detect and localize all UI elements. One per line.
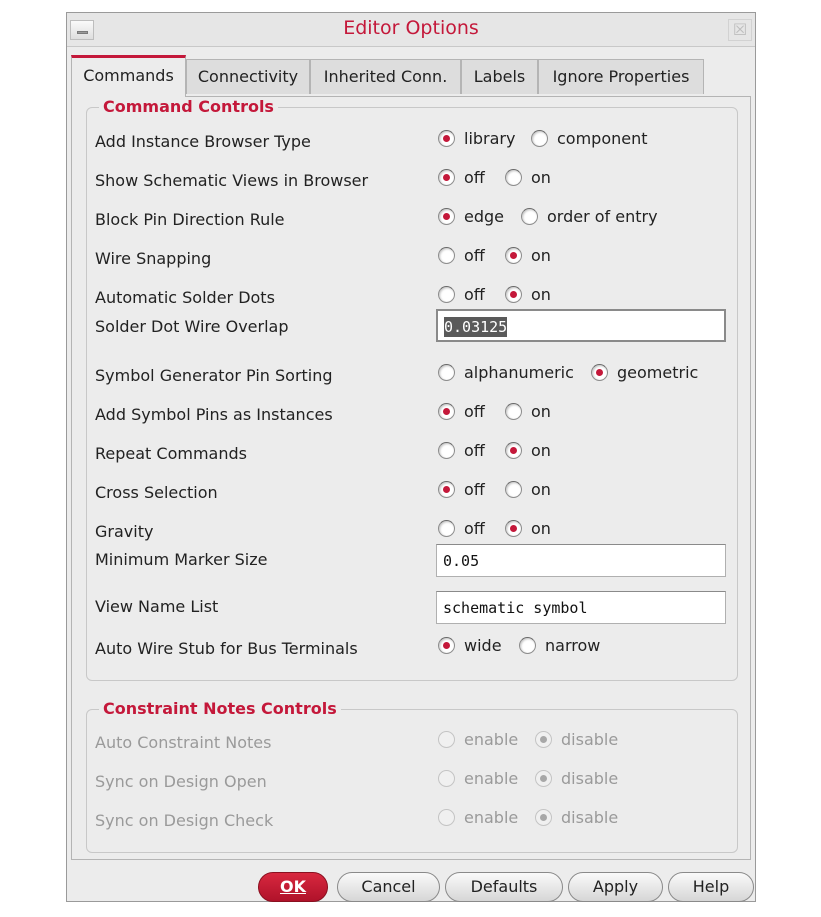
help-button[interactable]: Help bbox=[668, 872, 754, 902]
radio-dot bbox=[505, 247, 522, 264]
dialog-title: Editor Options bbox=[343, 17, 479, 39]
show-schematic-views-off-radio[interactable] bbox=[438, 168, 485, 187]
button-bar bbox=[67, 869, 755, 903]
radio-label: on bbox=[531, 519, 551, 538]
solder-dot-wire-overlap-label: Solder Dot Wire Overlap bbox=[95, 317, 289, 336]
auto-constraint-notes-disable-radio bbox=[535, 730, 618, 749]
constraint-notes-legend: Constraint Notes Controls bbox=[99, 699, 341, 718]
radio-label: on bbox=[531, 402, 551, 421]
sync-on-design-check-label: Sync on Design Check bbox=[95, 811, 274, 830]
show-schematic-views-label: Show Schematic Views in Browser bbox=[95, 171, 369, 190]
radio-dot bbox=[438, 520, 455, 537]
tab-commands[interactable]: Commands bbox=[71, 55, 186, 97]
radio-dot bbox=[535, 809, 552, 826]
add-symbol-pins-off-radio[interactable] bbox=[438, 402, 485, 421]
radio-dot bbox=[438, 130, 455, 147]
radio-label: enable bbox=[464, 769, 519, 788]
auto-wire-stub-narrow-radio[interactable] bbox=[519, 636, 600, 655]
radio-label: on bbox=[531, 285, 551, 304]
radio-dot bbox=[438, 169, 455, 186]
radio-dot bbox=[505, 286, 522, 303]
solder-dot-wire-overlap-value: 0.03125 bbox=[444, 318, 508, 336]
add-symbol-pins-label: Add Symbol Pins as Instances bbox=[95, 405, 333, 424]
auto-constraint-notes-label: Auto Constraint Notes bbox=[95, 733, 272, 752]
repeat-commands-off-radio[interactable] bbox=[438, 441, 485, 460]
automatic-solder-dots-label: Automatic Solder Dots bbox=[95, 288, 275, 307]
block-pin-direction-order-radio[interactable] bbox=[521, 207, 658, 226]
radio-label: enable bbox=[464, 730, 519, 749]
cross-selection-on-radio[interactable] bbox=[505, 480, 551, 499]
automatic-solder-dots-off-radio[interactable] bbox=[438, 285, 485, 304]
radio-label: off bbox=[464, 441, 485, 460]
radio-label: order of entry bbox=[547, 207, 658, 226]
radio-dot bbox=[438, 247, 455, 264]
radio-label: alphanumeric bbox=[464, 363, 574, 382]
radio-label: disable bbox=[561, 730, 619, 749]
symbol-generator-pin-sorting-label: Symbol Generator Pin Sorting bbox=[95, 366, 333, 385]
radio-dot bbox=[438, 286, 455, 303]
radio-dot bbox=[505, 520, 522, 537]
radio-dot bbox=[505, 403, 522, 420]
radio-label: off bbox=[464, 246, 485, 265]
radio-label: off bbox=[464, 168, 485, 187]
repeat-commands-on-radio[interactable] bbox=[505, 441, 551, 460]
view-name-list-field[interactable]: schematic symbol bbox=[436, 591, 726, 624]
auto-constraint-notes-enable-radio bbox=[438, 730, 518, 749]
add-symbol-pins-on-radio[interactable] bbox=[505, 402, 551, 421]
radio-dot bbox=[438, 481, 455, 498]
tab-labels[interactable]: Labels bbox=[461, 59, 538, 94]
sync-on-design-check-disable-radio bbox=[535, 808, 618, 827]
command-controls-legend: Command Controls bbox=[99, 97, 278, 116]
auto-wire-stub-wide-radio[interactable] bbox=[438, 636, 502, 655]
radio-label: on bbox=[531, 168, 551, 187]
title-bar bbox=[67, 13, 755, 47]
radio-dot bbox=[438, 364, 455, 381]
radio-dot bbox=[531, 130, 548, 147]
radio-label: on bbox=[531, 480, 551, 499]
view-name-list-label: View Name List bbox=[95, 597, 219, 616]
show-schematic-views-on-radio[interactable] bbox=[505, 168, 551, 187]
radio-label: disable bbox=[561, 769, 619, 788]
radio-dot bbox=[505, 481, 522, 498]
cancel-button[interactable]: Cancel bbox=[337, 872, 440, 902]
pin-sorting-alphanumeric-radio[interactable] bbox=[438, 363, 574, 382]
radio-label: on bbox=[531, 441, 551, 460]
radio-dot bbox=[521, 208, 538, 225]
tab-ignore-properties[interactable]: Ignore Properties bbox=[538, 59, 704, 94]
solder-dot-wire-overlap-field[interactable] bbox=[436, 309, 726, 342]
gravity-label: Gravity bbox=[95, 522, 154, 541]
wire-snapping-off-radio[interactable] bbox=[438, 246, 485, 265]
radio-label: disable bbox=[561, 808, 619, 827]
radio-dot bbox=[505, 442, 522, 459]
wire-snapping-label: Wire Snapping bbox=[95, 249, 212, 268]
radio-label: wide bbox=[464, 636, 502, 655]
minimum-marker-size-label: Minimum Marker Size bbox=[95, 550, 268, 569]
radio-label: on bbox=[531, 246, 551, 265]
radio-label: off bbox=[464, 480, 485, 499]
cross-selection-label: Cross Selection bbox=[95, 483, 218, 502]
radio-label: library bbox=[464, 129, 516, 148]
sync-on-design-open-disable-radio bbox=[535, 769, 618, 788]
ok-button[interactable] bbox=[258, 872, 328, 902]
radio-dot bbox=[438, 442, 455, 459]
radio-dot bbox=[505, 169, 522, 186]
sync-on-design-open-enable-radio bbox=[438, 769, 518, 788]
pin-sorting-geometric-radio[interactable] bbox=[591, 363, 698, 382]
close-icon[interactable]: ☒ bbox=[728, 19, 752, 41]
wire-snapping-on-radio[interactable] bbox=[505, 246, 551, 265]
auto-wire-stub-label: Auto Wire Stub for Bus Terminals bbox=[95, 639, 358, 658]
radio-dot bbox=[535, 770, 552, 787]
radio-dot bbox=[438, 637, 455, 654]
apply-button[interactable]: Apply bbox=[568, 872, 663, 902]
radio-label: off bbox=[464, 519, 485, 538]
repeat-commands-label: Repeat Commands bbox=[95, 444, 247, 463]
radio-label: off bbox=[464, 402, 485, 421]
tab-inherited-conn[interactable]: Inherited Conn. bbox=[310, 59, 461, 94]
ok-button-label: OK bbox=[280, 877, 306, 896]
radio-dot bbox=[519, 637, 536, 654]
add-instance-browser-type-component-radio[interactable] bbox=[531, 129, 648, 148]
defaults-button[interactable]: Defaults bbox=[445, 872, 563, 902]
sync-on-design-check-enable-radio bbox=[438, 808, 518, 827]
radio-label: enable bbox=[464, 808, 519, 827]
gravity-on-radio[interactable] bbox=[505, 519, 551, 538]
radio-label: off bbox=[464, 285, 485, 304]
gravity-off-radio[interactable] bbox=[438, 519, 485, 538]
radio-dot bbox=[438, 403, 455, 420]
add-instance-browser-type-library-radio[interactable] bbox=[438, 129, 515, 148]
sync-on-design-open-label: Sync on Design Open bbox=[95, 772, 267, 791]
radio-label: narrow bbox=[545, 636, 601, 655]
add-instance-browser-type-label: Add Instance Browser Type bbox=[95, 132, 311, 151]
cross-selection-off-radio[interactable] bbox=[438, 480, 485, 499]
radio-label: geometric bbox=[617, 363, 699, 382]
radio-dot bbox=[438, 208, 455, 225]
radio-label: edge bbox=[464, 207, 504, 226]
radio-dot bbox=[438, 809, 455, 826]
minimum-marker-size-field[interactable]: 0.05 bbox=[436, 544, 726, 577]
tab-connectivity[interactable]: Connectivity bbox=[186, 59, 310, 94]
block-pin-direction-rule-label: Block Pin Direction Rule bbox=[95, 210, 285, 229]
automatic-solder-dots-on-radio[interactable] bbox=[505, 285, 551, 304]
radio-label: component bbox=[557, 129, 648, 148]
radio-dot bbox=[535, 731, 552, 748]
block-pin-direction-edge-radio[interactable] bbox=[438, 207, 504, 226]
radio-dot bbox=[438, 731, 455, 748]
radio-dot bbox=[591, 364, 608, 381]
radio-dot bbox=[438, 770, 455, 787]
